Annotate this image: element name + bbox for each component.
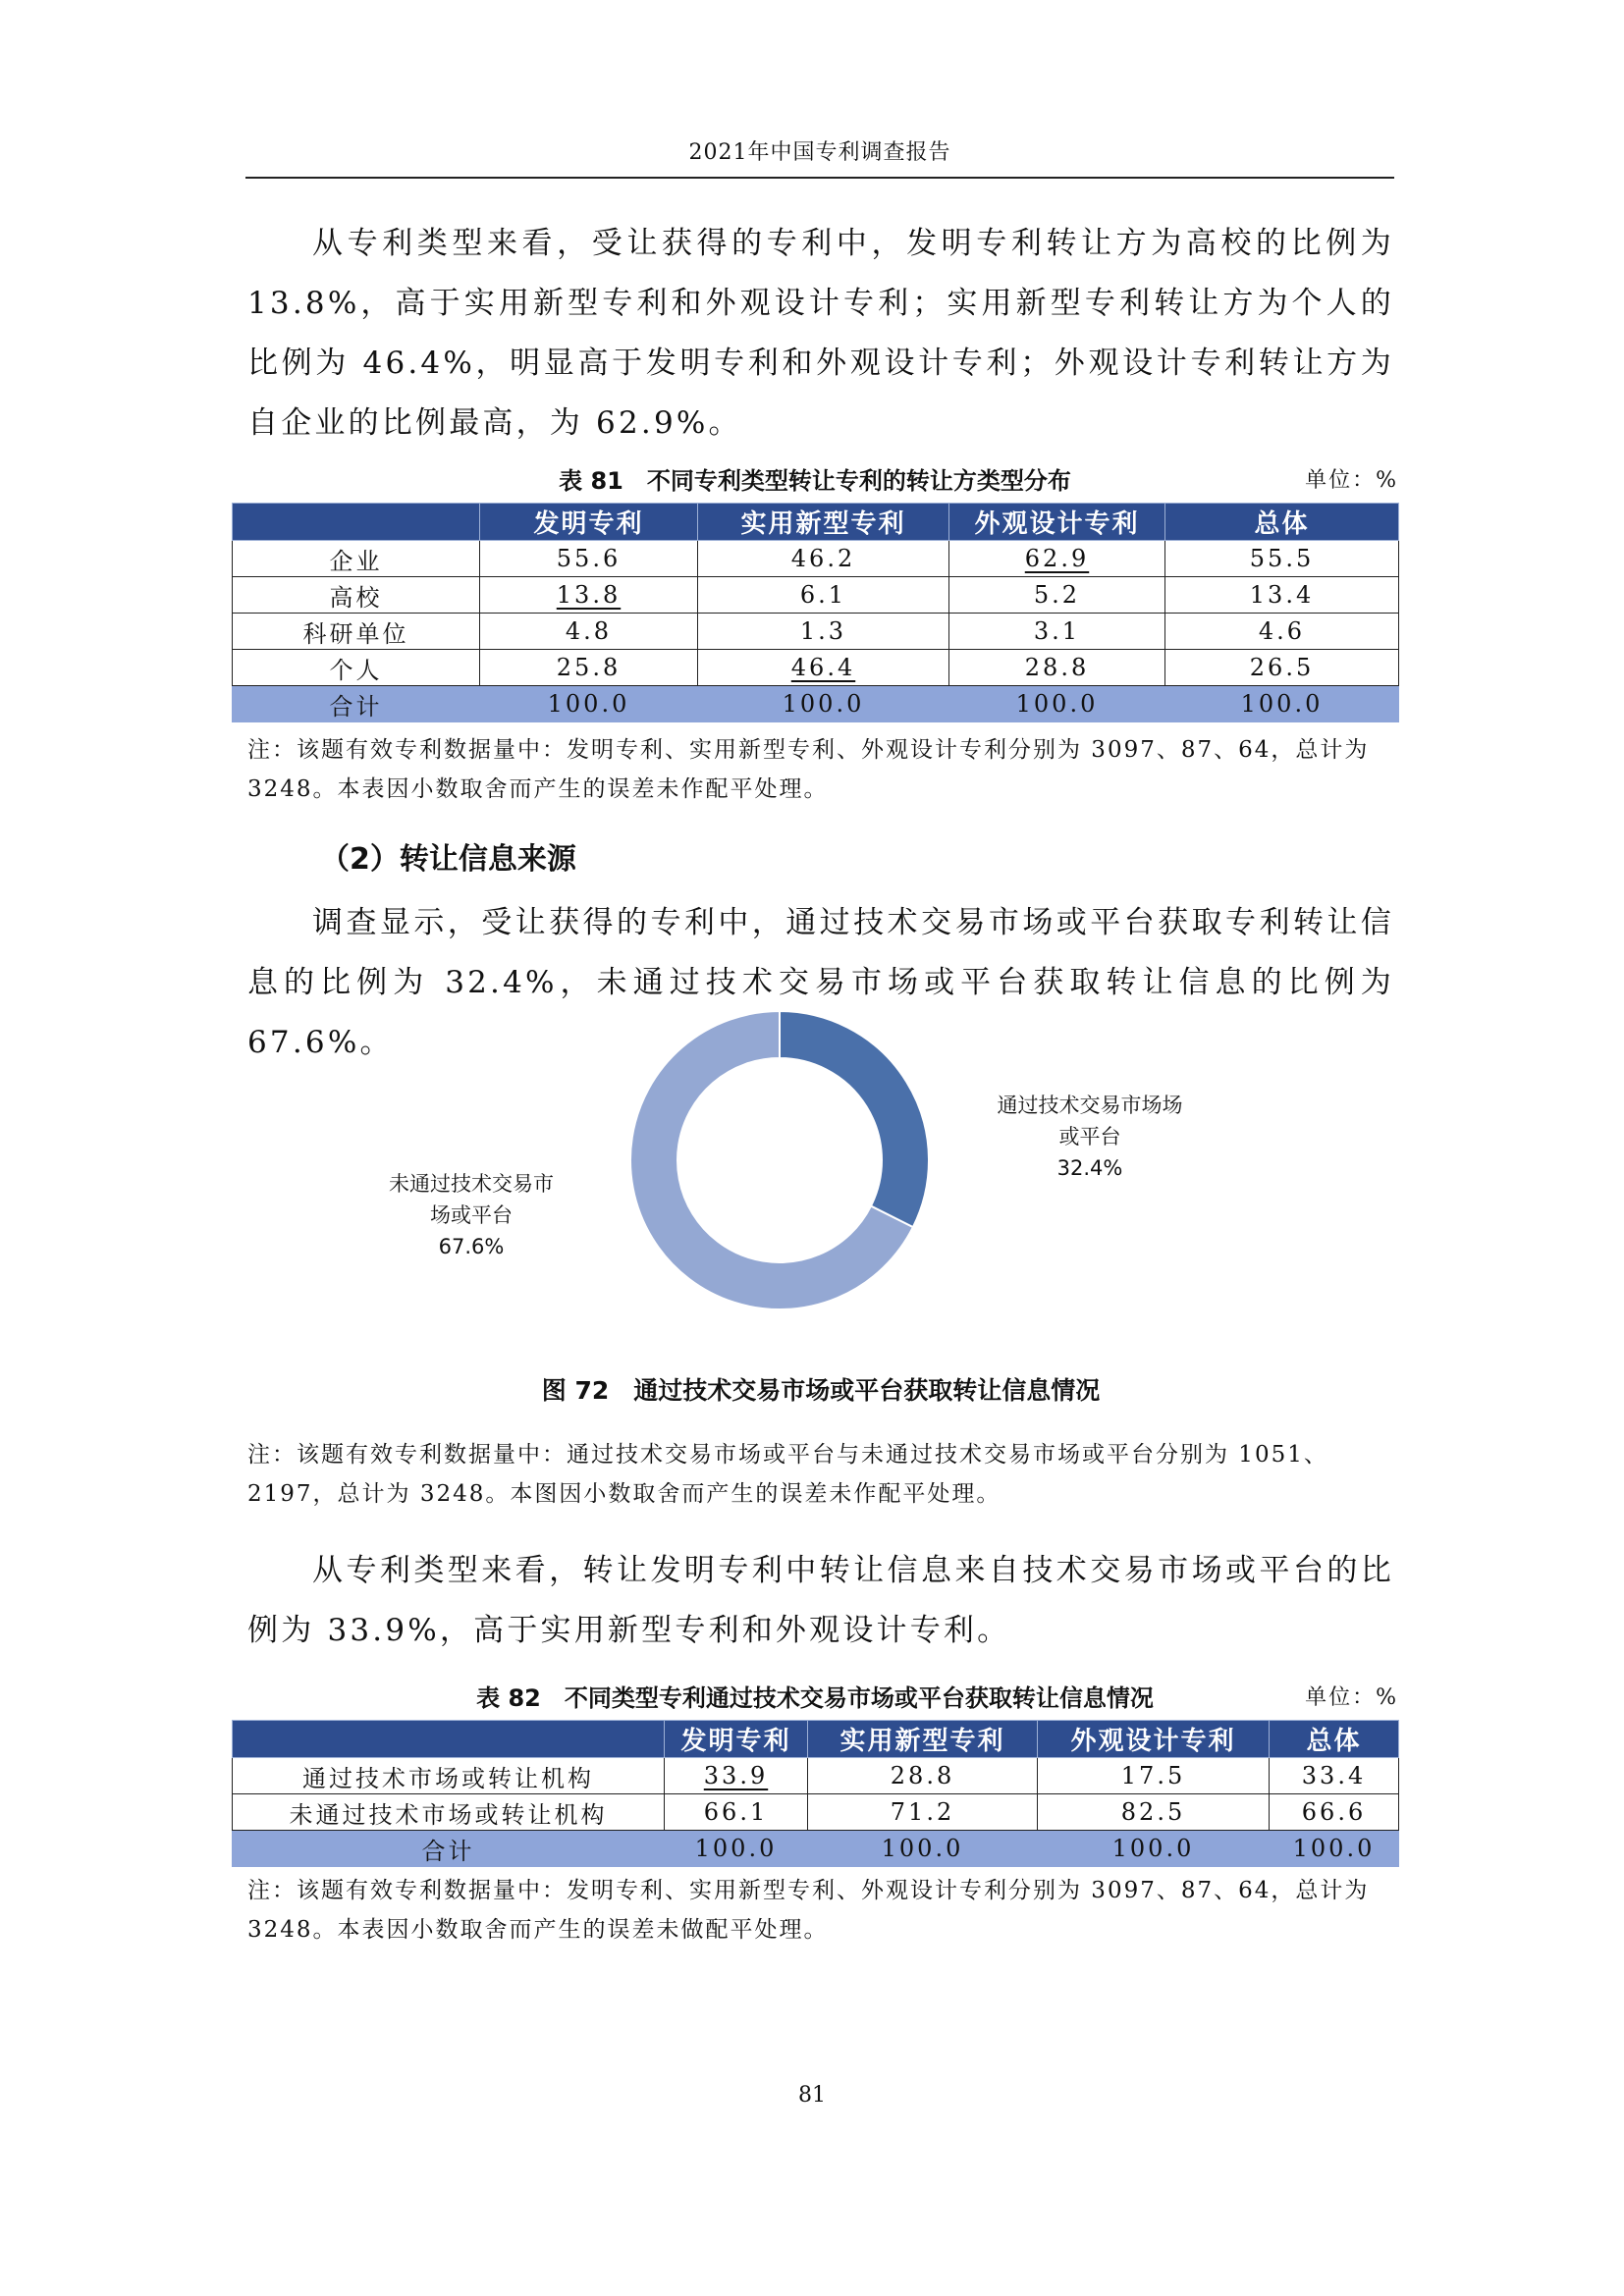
table81-header-cell: 发明专利 xyxy=(480,504,698,541)
table82-header-cell: 外观设计专利 xyxy=(1038,1721,1270,1758)
table-cell: 55.5 xyxy=(1165,541,1399,577)
table81-header-cell: 实用新型专利 xyxy=(698,504,949,541)
row-label: 科研单位 xyxy=(233,614,480,650)
paragraph-info-source: 调查显示，受让获得的专利中，通过技术交易市场或平台获取专利转让信息的比例为 32.4%，未通过技术交易市场或平台获取转让信息的比例为 67.6%。 xyxy=(247,905,1394,1060)
table-cell: 4.8 xyxy=(480,614,698,650)
table-cell-highlight: 62.9 xyxy=(949,541,1165,577)
slice-label-via-platform xyxy=(933,1090,1247,1184)
table81-unit: 单位：% xyxy=(1305,468,1398,493)
table-row xyxy=(233,614,1399,650)
table-cell: 100.0 xyxy=(665,1831,808,1867)
table-row xyxy=(233,650,1399,686)
table-cell: 71.2 xyxy=(808,1794,1038,1831)
table82-header-cell xyxy=(233,1721,665,1758)
table82-header-cell: 实用新型专利 xyxy=(808,1721,1038,1758)
table-cell: 4.6 xyxy=(1165,614,1399,650)
table81-caption: 表 81 不同专利类型转让专利的转让方类型分布 xyxy=(559,467,1071,495)
table81-header-cell xyxy=(233,504,480,541)
table-cell: 100.0 xyxy=(480,686,698,722)
donut-chart xyxy=(0,1001,1624,1345)
slice-label-not-via-platform xyxy=(324,1168,619,1262)
table-cell: 66.1 xyxy=(665,1794,808,1831)
table-row xyxy=(233,1758,1399,1794)
slice-value: 32.4% xyxy=(1056,1156,1123,1180)
row-label: 高校 xyxy=(233,577,480,614)
table82-caption: 表 82 不同类型专利通过技术交易市场或平台获取转让信息情况 xyxy=(476,1684,1154,1712)
table-cell: 100.0 xyxy=(1270,1831,1399,1867)
table-cell-highlight: 46.4 xyxy=(698,650,949,686)
paragraph-transferor-type: 从专利类型来看，受让获得的专利中，发明专利转让方为高校的比例为13.8%，高于实用新型专利和外观设计专利；实用新型专利转让方为个人的比例为 46.4%，明显高于发明专利和外观设计专利；外观设计专利转让方为自企业的比例最高，为 62.9%。 xyxy=(247,226,1394,441)
slice-label-line: 未通过技术交易市 xyxy=(389,1172,554,1196)
table82-header-cell: 发明专利 xyxy=(665,1721,808,1758)
table-cell-highlight: 33.9 xyxy=(665,1758,808,1794)
section-heading: （2）转让信息来源 xyxy=(320,842,576,877)
slice-label-line: 通过技术交易市场场 xyxy=(997,1094,1183,1117)
figure72-note: 注：该题有效专利数据量中：通过技术交易市场或平台与未通过技术交易市场或平台分别为 1051、2197，总计为 3248。本图因小数取舍而产生的误差未作配平处理。 xyxy=(247,1442,1328,1507)
table82-header-cell: 总体 xyxy=(1270,1721,1399,1758)
table-cell: 28.8 xyxy=(808,1758,1038,1794)
row-label: 未通过技术市场或转让机构 xyxy=(233,1794,665,1831)
table-cell: 46.2 xyxy=(698,541,949,577)
table-cell: 5.2 xyxy=(949,577,1165,614)
table81-header-cell: 外观设计专利 xyxy=(949,504,1165,541)
table-cell: 26.5 xyxy=(1165,650,1399,686)
table82-total-row xyxy=(233,1831,1399,1867)
table-cell: 100.0 xyxy=(808,1831,1038,1867)
table81-total-row xyxy=(233,686,1399,722)
table-row xyxy=(233,541,1399,577)
table81-caption-row xyxy=(232,463,1398,499)
table-cell: 100.0 xyxy=(1165,686,1399,722)
table-row xyxy=(233,1794,1399,1831)
table-cell: 82.5 xyxy=(1038,1794,1270,1831)
table-cell: 66.6 xyxy=(1270,1794,1399,1831)
table-cell: 100.0 xyxy=(949,686,1165,722)
table-cell: 100.0 xyxy=(1038,1831,1270,1867)
table81 xyxy=(232,503,1399,722)
slice-label-line: 场或平台 xyxy=(430,1203,513,1227)
table82-header-row xyxy=(233,1721,1399,1758)
row-label: 企业 xyxy=(233,541,480,577)
table82 xyxy=(232,1720,1399,1867)
table-cell: 13.4 xyxy=(1165,577,1399,614)
table-cell: 25.8 xyxy=(480,650,698,686)
row-label: 合计 xyxy=(233,686,480,722)
table-row xyxy=(233,577,1399,614)
table-cell: 6.1 xyxy=(698,577,949,614)
row-label: 通过技术市场或转让机构 xyxy=(233,1758,665,1794)
slice-label-line: 或平台 xyxy=(1058,1125,1121,1148)
table-cell: 100.0 xyxy=(698,686,949,722)
page-number: 81 xyxy=(798,2083,826,2108)
table-cell: 17.5 xyxy=(1038,1758,1270,1794)
table81-header-row xyxy=(233,504,1399,541)
table81-header-cell: 总体 xyxy=(1165,504,1399,541)
table-cell: 33.4 xyxy=(1270,1758,1399,1794)
running-header: 2021年中国专利调查报告 xyxy=(688,140,951,165)
table-cell-highlight: 13.8 xyxy=(480,577,698,614)
row-label: 合计 xyxy=(233,1831,665,1867)
table-cell: 55.6 xyxy=(480,541,698,577)
header-divider xyxy=(245,177,1394,179)
table-cell: 1.3 xyxy=(698,614,949,650)
table82-unit: 单位：% xyxy=(1305,1685,1398,1710)
table82-note: 注：该题有效专利数据量中：发明专利、实用新型专利、外观设计专利分别为 3097、87、64，总计为 3248。本表因小数取舍而产生的误差未做配平处理。 xyxy=(247,1878,1370,1943)
table-cell: 3.1 xyxy=(949,614,1165,650)
table81-note: 注：该题有效专利数据量中：发明专利、实用新型专利、外观设计专利分别为 3097、87、64，总计为 3248。本表因小数取舍而产生的误差未作配平处理。 xyxy=(247,737,1370,802)
table82-caption-row xyxy=(232,1681,1398,1716)
row-label: 个人 xyxy=(233,650,480,686)
figure72-caption: 图 72 通过技术交易市场或平台获取转让信息情况 xyxy=(541,1376,1101,1405)
donut-slice-0 xyxy=(780,1011,929,1227)
slice-value: 67.6% xyxy=(438,1235,505,1258)
paragraph-by-type: 从专利类型来看，转让发明专利中转让信息来自技术交易市场或平台的比例为 33.9%，高于实用新型专利和外观设计专利。 xyxy=(247,1553,1394,1648)
table-cell: 28.8 xyxy=(949,650,1165,686)
